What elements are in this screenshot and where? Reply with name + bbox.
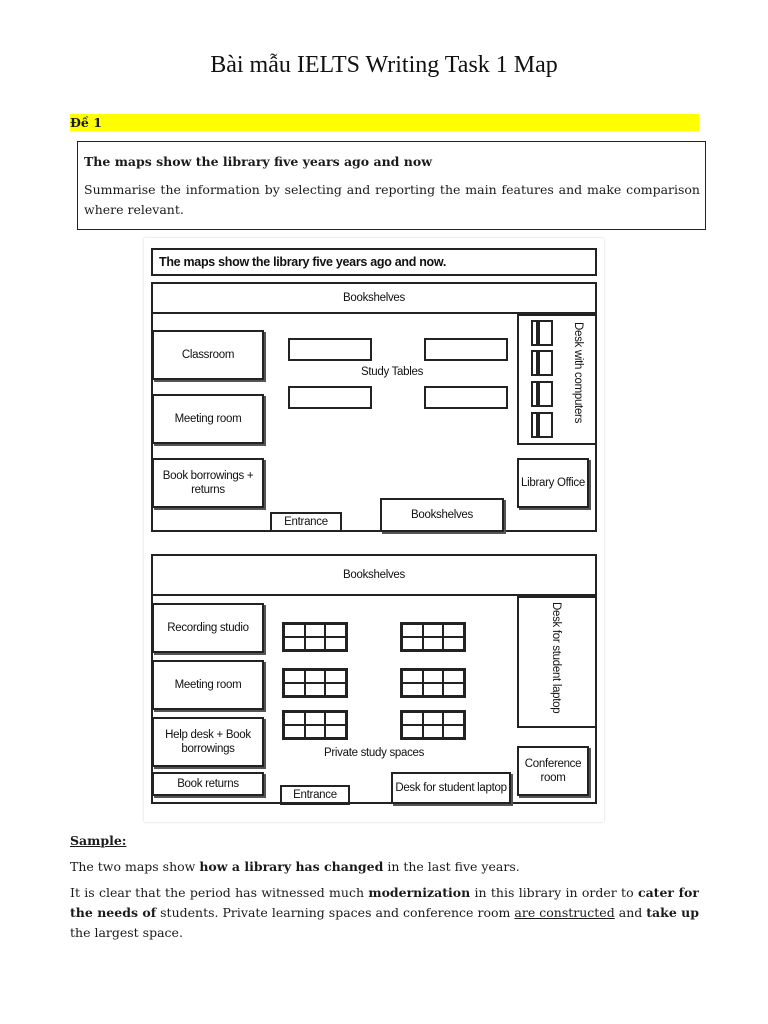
present-private-study-spaces-label: Private study spaces bbox=[324, 747, 425, 759]
computer-desk-icon bbox=[531, 381, 553, 407]
present-recording-studio: Recording studio bbox=[152, 603, 264, 653]
study-table bbox=[424, 386, 508, 409]
present-desk-for-student-laptop-vertical: Desk for student laptop bbox=[550, 602, 562, 714]
past-bookshelves-bottom: Bookshelves bbox=[380, 498, 504, 532]
present-entrance: Entrance bbox=[280, 785, 350, 805]
past-meeting-room: Meeting room bbox=[152, 394, 264, 444]
computer-desk-icon bbox=[531, 320, 553, 346]
private-study-space bbox=[400, 668, 466, 698]
text-run: in this library in order to bbox=[470, 885, 638, 900]
private-study-space bbox=[282, 668, 348, 698]
text-run: in the last five years. bbox=[383, 859, 520, 874]
study-table bbox=[288, 386, 372, 409]
present-conference-room: Conference room bbox=[517, 746, 589, 796]
text-run-bold: how a library has changed bbox=[199, 859, 384, 874]
text-run: students. Private learning spaces and conference room bbox=[156, 905, 515, 920]
past-classroom: Classroom bbox=[152, 330, 264, 380]
sample-label: Sample: bbox=[70, 833, 127, 848]
map-caption: The maps show the library five years ago and now. bbox=[151, 248, 597, 276]
present-bookshelves-top: Bookshelves bbox=[151, 554, 597, 596]
present-meeting-room: Meeting room bbox=[152, 660, 264, 710]
text-run-bold: cater for the needs of bbox=[70, 885, 699, 920]
past-desk-with-computers-label: Desk with computers bbox=[572, 322, 584, 424]
text-run-bold: modernization bbox=[368, 885, 471, 900]
task-prompt: The maps show the library five years ago and now bbox=[84, 154, 432, 169]
private-study-space bbox=[282, 622, 348, 652]
section-heading bbox=[70, 114, 699, 131]
section-heading-label: Đề 1 bbox=[70, 115, 102, 130]
computer-desk-icon bbox=[531, 350, 553, 376]
computer-desk-icon bbox=[531, 412, 553, 438]
text-run-underline: are constructed bbox=[514, 905, 615, 920]
text-run: the largest space. bbox=[70, 925, 183, 940]
sample-paragraph-2 bbox=[70, 883, 699, 943]
private-study-space bbox=[400, 622, 466, 652]
private-study-space bbox=[400, 710, 466, 740]
past-book-borrowings-returns: Book borrowings + returns bbox=[152, 458, 264, 508]
past-study-tables-label: Study Tables bbox=[361, 366, 424, 378]
past-bookshelves-top: Bookshelves bbox=[151, 282, 597, 314]
text-run-bold: take up bbox=[646, 905, 699, 920]
present-desk-for-student-laptop-bottom: Desk for student laptop bbox=[391, 772, 511, 804]
document-title: Bài mẫu IELTS Writing Task 1 Map bbox=[210, 52, 558, 78]
text-run: The two maps show bbox=[70, 859, 200, 874]
study-table bbox=[288, 338, 372, 361]
private-study-space bbox=[282, 710, 348, 740]
text-run: and bbox=[614, 905, 647, 920]
task-instruction: Summarise the information by selecting and reporting the main features and make comparison where relevant. bbox=[84, 182, 700, 217]
present-book-returns: Book returns bbox=[152, 772, 264, 796]
task-box bbox=[77, 141, 706, 230]
past-desk-with-computers-area bbox=[517, 314, 597, 445]
library-maps-figure bbox=[144, 238, 604, 822]
present-help-desk: Help desk + Book borrowings bbox=[152, 717, 264, 767]
past-entrance: Entrance bbox=[270, 512, 342, 532]
study-table bbox=[424, 338, 508, 361]
past-library-office: Library Office bbox=[517, 458, 589, 508]
sample-paragraph-1 bbox=[70, 857, 699, 877]
text-run: It is clear that the period has witnessed much bbox=[70, 885, 369, 900]
